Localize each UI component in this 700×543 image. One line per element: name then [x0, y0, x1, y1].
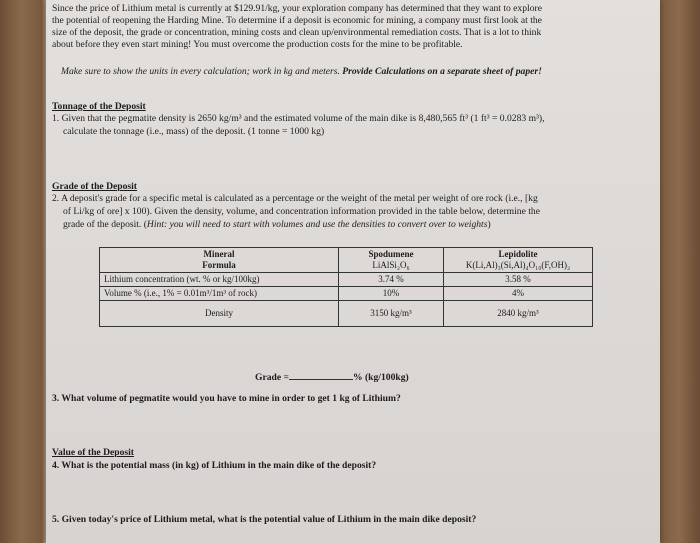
- question-5: 5. Given today's price of Lithium metal, what is the potential value of Lithium in the main dike deposit?: [52, 514, 477, 525]
- grade-answer-blank[interactable]: [289, 370, 353, 380]
- table-row: [100, 301, 593, 327]
- table-cell: 3.74 %: [339, 273, 444, 287]
- table-row: [100, 273, 593, 287]
- table-header-mineral: Mineral Formula: [100, 248, 339, 273]
- table-cell-density-label: Density: [100, 301, 339, 327]
- question-2-line-2: of Li/kg of ore] x 100). Given the density, volume, and concentration information provided in the table below, determine the: [63, 206, 540, 217]
- question-3: 3. What volume of pegmatite would you have to mine in order to get 1 kg of Lithium?: [52, 393, 401, 404]
- instruction-line: [61, 66, 542, 78]
- table-row: [100, 287, 593, 301]
- table-cell: 2840 kg/m³: [444, 301, 593, 327]
- value-heading: Value of the Deposit: [52, 447, 134, 458]
- table-cell: 3.58 %: [444, 273, 593, 287]
- grade-label: Grade =: [255, 372, 289, 383]
- table-cell: 4%: [444, 287, 593, 301]
- intro-line-2: the potential of reopening the Harding Mine. To determine if a deposit is economic for mining, a company must first look at the: [52, 15, 542, 26]
- question-1-line-1: 1. Given that the pegmatite density is 2650 kg/m³ and the estimated volume of the main dike is 8,480,565 ft³ (1 ft³ = 0.0283 m³),: [52, 113, 545, 124]
- grade-unit: % (kg/100kg): [352, 372, 409, 383]
- instruction-bold: Provide Calculations on a separate sheet of paper!: [342, 66, 542, 77]
- grade-answer-line: [255, 370, 409, 384]
- instruction-italic: Make sure to show the units in every calculation; work in kg and meters.: [61, 66, 340, 77]
- mineral-table: [99, 247, 593, 327]
- grade-heading: Grade of the Deposit: [52, 181, 137, 192]
- table-cell-concentration-label: Lithium concentration (wt. % or kg/100kg): [100, 273, 339, 287]
- table-row: [100, 248, 593, 273]
- intro-line-4: about before they even start mining! You must overcome the production costs for the mine to be profitable.: [52, 39, 463, 50]
- question-4: 4. What is the potential mass (in kg) of Lithium in the main dike of the deposit?: [52, 460, 377, 471]
- intro-line-3: size of the deposit, the grade or concentration, mining costs and clean up/environmental remediation costs. That is a lot to think: [52, 27, 542, 38]
- question-2-line-1: 2. A deposit's grade for a specific metal is calculated as a percentage or the weight of the metal per weight of ore rock (i.e., [kg: [52, 193, 538, 204]
- table-header-spodumene: Spodumene LiAlSi₂O₆: [339, 248, 444, 273]
- tonnage-heading: Tonnage of the Deposit: [52, 101, 146, 112]
- table-header-lepidolite: Lepidolite K(Li,Al)₃(Si,Al)₄O₁₀(F,OH)₂: [444, 248, 593, 273]
- table-cell: 3150 kg/m³: [339, 301, 444, 327]
- q2-line-3-text: grade of the deposit. (: [63, 219, 147, 230]
- table-cell: 10%: [339, 287, 444, 301]
- table-cell-volume-label: Volume % (i.e., 1% = 0.01m³/1m³ of rock): [100, 287, 339, 301]
- intro-line-1: Since the price of Lithium metal is currently at $129.91/kg, your exploration company has determined that they want to explore: [52, 3, 542, 14]
- q2-hint-text: Hint: you will need to start with volumes and use the densities to convert over to weights: [146, 219, 488, 230]
- question-1-line-2: calculate the tonnage (i.e., mass) of the deposit. (1 tonne = 1000 kg): [63, 126, 325, 137]
- q2-line-3-end: ): [487, 219, 491, 230]
- question-2-line-3: [63, 219, 491, 231]
